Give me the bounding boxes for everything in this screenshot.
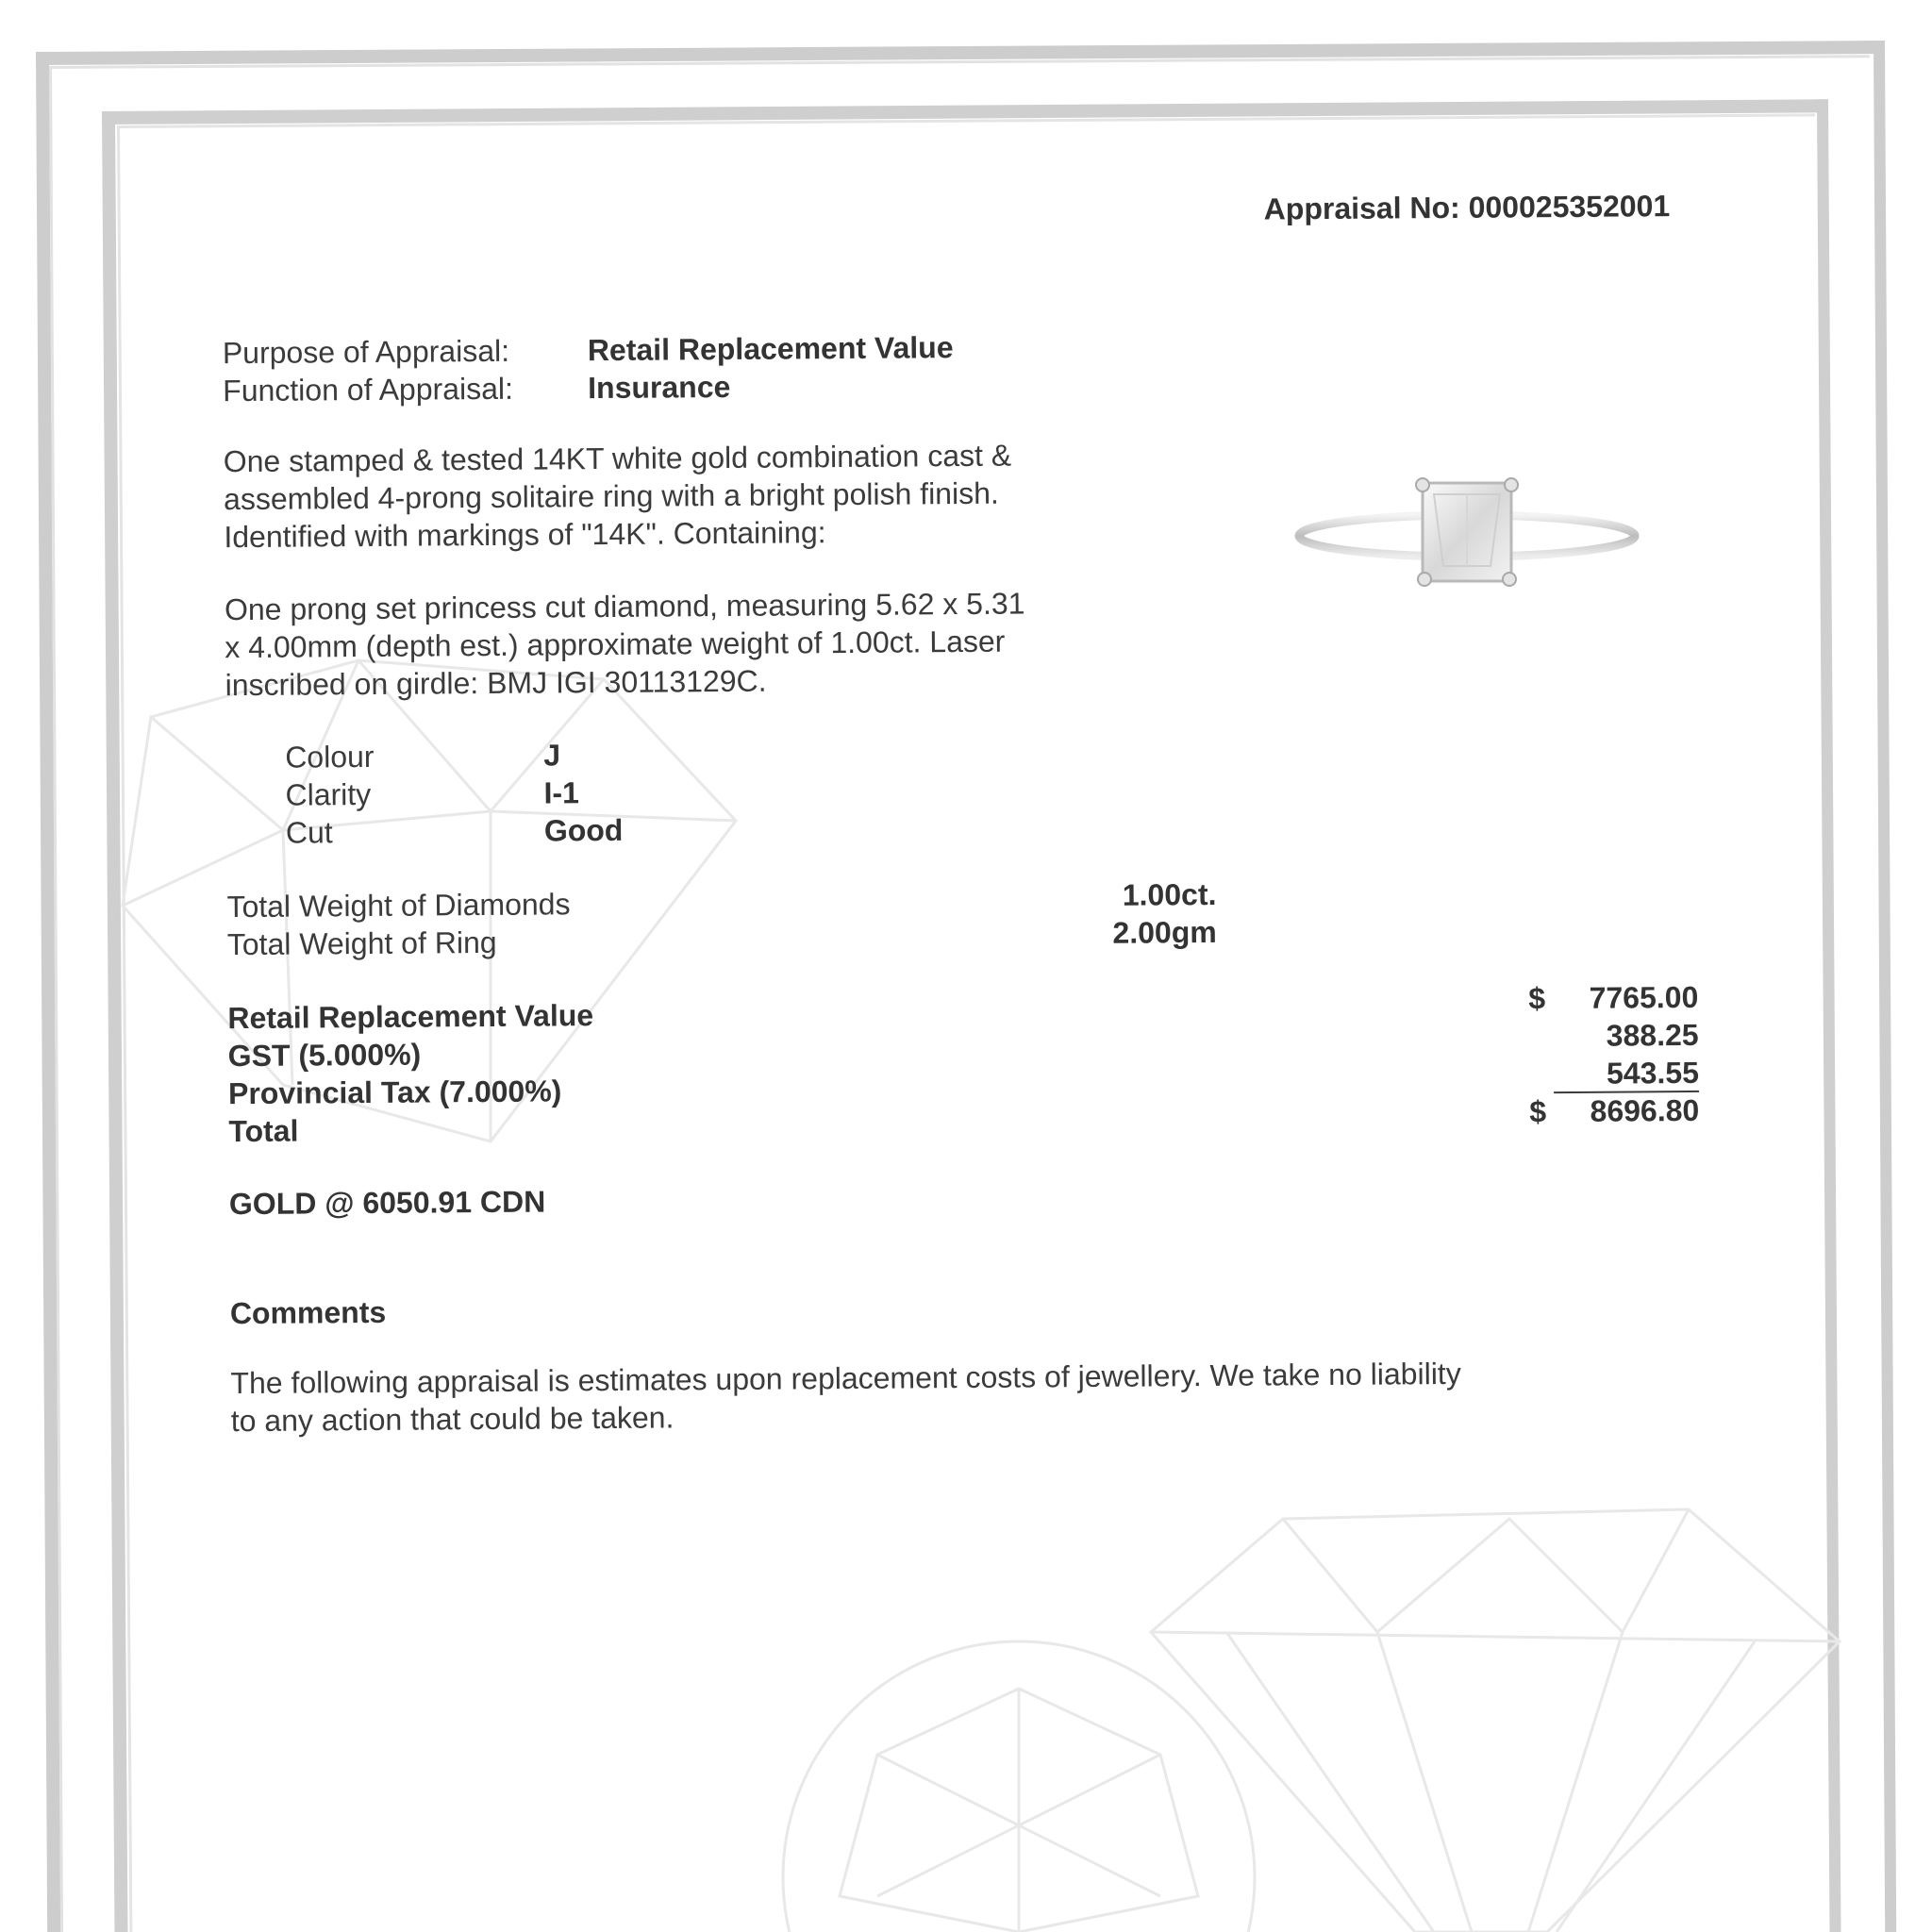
function-value: Insurance (588, 369, 731, 406)
weight-diamonds-label: Total Weight of Diamonds (226, 887, 571, 924)
ring-description-line: Identified with markings of "14K". Containing: (224, 515, 826, 555)
weight-ring-value: 2.00gm (1112, 914, 1217, 950)
purpose-label: Purpose of Appraisal: (222, 333, 510, 371)
comments-text (230, 1355, 1461, 1440)
weight-ring-label: Total Weight of Ring (226, 924, 497, 962)
weight-diamonds-value: 1.00ct. (1122, 876, 1217, 912)
currency-symbol: $ (1528, 981, 1546, 1016)
function-label: Function of Appraisal: (223, 371, 514, 408)
ring-description-line: One stamped & tested 14KT white gold combination cast & (223, 438, 1012, 479)
comments-line: The following appraisal is estimates upon replacement costs of jewellery. We take no liability (230, 1356, 1461, 1401)
valuation-gst-label: GST (5.000%) (227, 1037, 422, 1074)
appraisal-number (1264, 187, 1671, 227)
comments-line: to any action that could be taken. (230, 1400, 675, 1439)
diamond-description-line: One prong set princess cut diamond, measuring 5.62 x 5.31 (224, 586, 1025, 627)
ring-description-line: assembled 4-prong solitaire ring with a bright polish finish. (223, 475, 999, 517)
diamond-description-line: inscribed on girdle: BMJ IGI 30113129C. (225, 663, 767, 703)
valuation-provincial-tax-amount: 543.55 (1606, 1055, 1700, 1091)
grading-clarity-label: Clarity (285, 776, 372, 812)
grading-colour-label: Colour (285, 739, 375, 774)
comments-heading: Comments (229, 1294, 387, 1331)
valuation-retail-amount: 7765.00 (1589, 979, 1699, 1015)
gold-price: GOLD @ 6050.91 CDN (228, 1184, 546, 1222)
purpose-value: Retail Replacement Value (587, 330, 954, 368)
currency-symbol-total: $ (1529, 1094, 1547, 1129)
appraisal-number-label: Appraisal No: (1263, 190, 1460, 226)
diamond-description (225, 584, 1025, 704)
valuation-total-label: Total (228, 1113, 299, 1149)
ring-description (224, 437, 1012, 557)
grading-colour-value: J (543, 738, 561, 773)
ring-photo-icon (1292, 462, 1641, 604)
grading-clarity-value: I-1 (543, 775, 580, 810)
diamond-description-line: x 4.00mm (depth est.) approximate weight of 1.00ct. Laser (225, 624, 1006, 665)
valuation-retail-label: Retail Replacement Value (227, 998, 594, 1036)
valuation-provincial-tax-label: Provincial Tax (7.000%) (227, 1074, 562, 1111)
valuation-total-amount: 8696.80 (1590, 1092, 1700, 1128)
grading-cut-value: Good (543, 812, 624, 848)
valuation-gst-amount: 388.25 (1606, 1017, 1699, 1053)
appraisal-number-value: 000025352001 (1468, 189, 1671, 225)
grading-cut-label: Cut (285, 815, 333, 850)
